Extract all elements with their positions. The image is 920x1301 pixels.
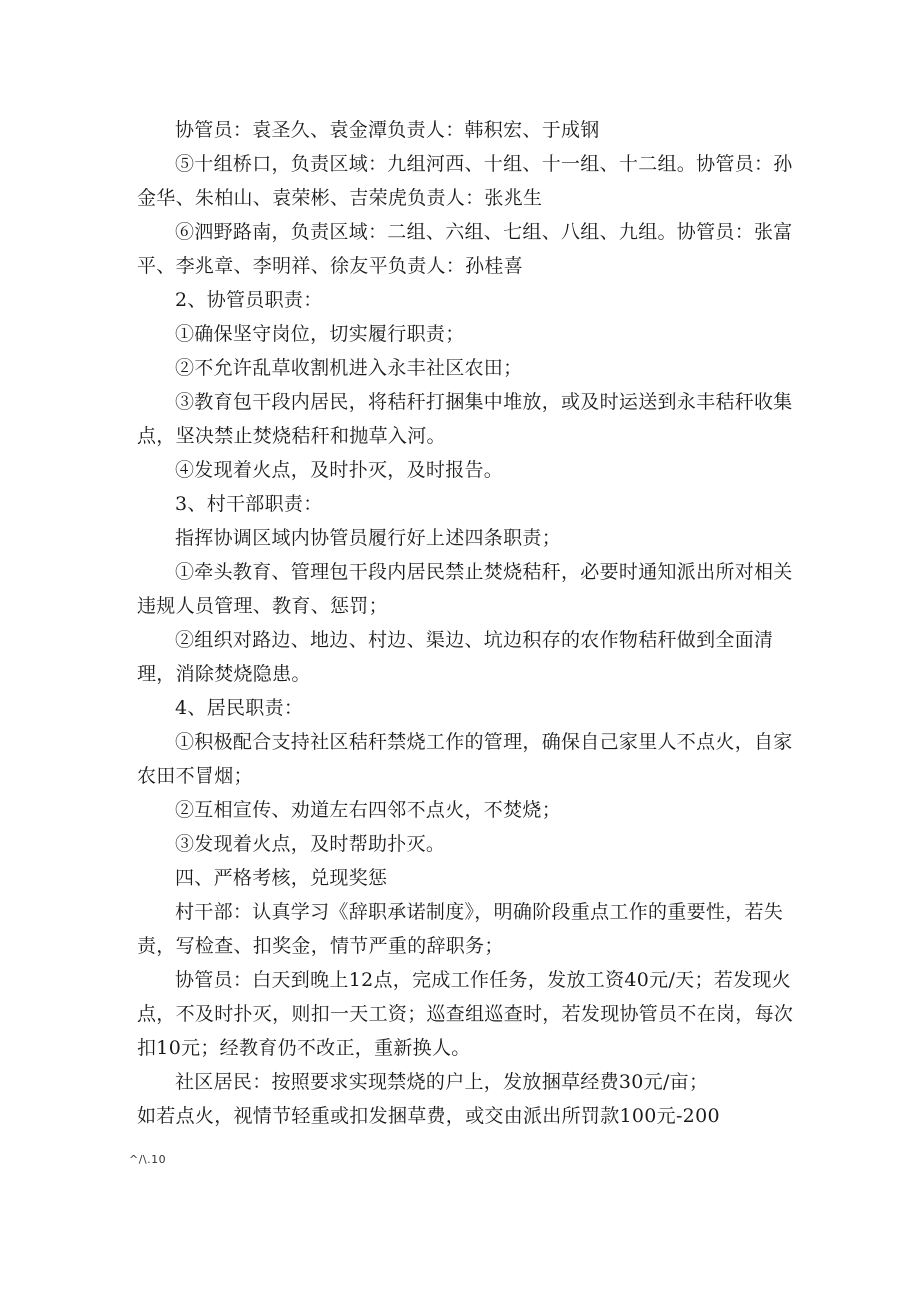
paragraph-cadre-assessment: 村干部：认真学习《辞职承诺制度》，明确阶段重点工作的重要性，若失责，写检查、扣奖金，情节严重的辞职务；	[137, 901, 784, 957]
paragraph-area-6: ⑥泗野路南，负责区域：二组、六组、七组、八组、九组。协管员：张富平、李兆章、李明祥、徐友平负责人：孙桂喜	[137, 221, 793, 277]
paragraph-area-5: ⑤十组桥口，负责区域：九组河西、十组、十一组、十二组。协管员：孙金华、朱柏山、袁荣彬、吉荣虎负责人：张兆生	[137, 153, 793, 209]
paragraph-resident-duty-2: ②互相宣传、劝道左右四邻不点火，不焚烧；	[175, 799, 562, 821]
document-body	[137, 113, 805, 1133]
paragraph-coordinator-list: 协管员：袁圣久、袁金潭负责人：韩积宏、于成钢	[175, 119, 600, 141]
heading-assessment: 四、严格考核，兑现奖惩	[175, 867, 388, 889]
paragraph-resident-assessment: 社区居民：按照要求实现禁烧的户上，发放捆草经费30元/亩；	[175, 1071, 709, 1093]
paragraph-coordinator-assessment: 协管员：白天到晚上12点，完成工作任务，发放工资40元/天；若发现火点，不及时扑灭，则扣一天工资；巡查组巡查时，若发现协管员不在岗，每次扣10元；经教育仍不改正，重新换人。	[137, 969, 794, 1059]
paragraph-resident-duty-1: ①积极配合支持社区秸秆禁烧工作的管理，确保自己家里人不点火，自家农田不冒烟；	[137, 731, 793, 787]
heading-coordinator-duties: 2、协管员职责：	[175, 289, 323, 311]
paragraph-cadre-duty-2: ②组织对路边、地边、村边、渠边、坑边积存的农作物秸秆做到全面清理，消除焚烧隐患。	[137, 629, 774, 685]
paragraph-duty-3: ③教育包干段内居民，将秸秆打捆集中堆放，或及时运送到永丰秸秆收集点，坚决禁止焚烧秸秆和抛草入河。	[137, 391, 793, 447]
page-footer: ^/\.10	[129, 1153, 167, 1166]
paragraph-penalty: 如若点火，视情节轻重或扣发捆草费，或交由派出所罚款100元-200	[137, 1105, 720, 1127]
paragraph-duty-2: ②不允许乱草收割机进入永丰社区农田；	[175, 357, 523, 379]
heading-resident-duties: 4、居民职责：	[175, 697, 304, 719]
paragraph-cadre-intro: 指挥协调区域内协管员履行好上述四条职责；	[175, 527, 562, 549]
heading-cadre-duties: 3、村干部职责：	[175, 493, 323, 515]
paragraph-resident-duty-3: ③发现着火点，及时帮助扑灭。	[175, 833, 446, 855]
paragraph-cadre-duty-1: ①牵头教育、管理包干段内居民禁止焚烧秸秆，必要时通知派出所对相关违规人员管理、教育、惩罚；	[137, 561, 793, 617]
paragraph-duty-1: ①确保坚守岗位，切实履行职责；	[175, 323, 465, 345]
paragraph-duty-4: ④发现着火点，及时扑灭，及时报告。	[175, 459, 504, 481]
